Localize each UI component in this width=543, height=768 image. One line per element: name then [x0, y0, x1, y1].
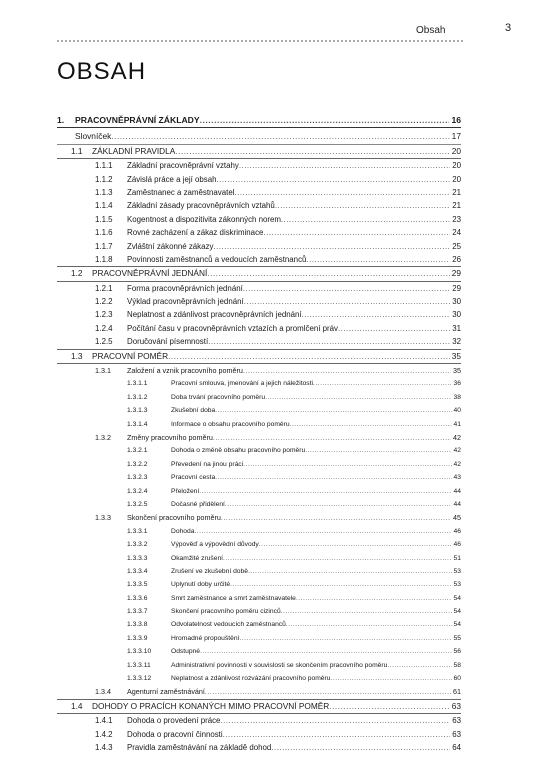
dot-leader: [207, 267, 450, 280]
dot-leader: [259, 538, 452, 551]
dot-leader: [243, 364, 451, 377]
toc-entry-number: 1.3.2.4: [127, 487, 148, 495]
toc-entry-number: 1.3.2: [95, 432, 111, 442]
dot-leader: [208, 335, 450, 348]
toc-entry-number: 1.1.6: [95, 228, 113, 238]
toc-entry-title: Dohoda: [171, 527, 195, 535]
toc-entry-page: 64: [452, 742, 461, 752]
toc-entry-title: Přeložení: [171, 487, 200, 495]
toc-entry: [57, 714, 461, 727]
toc-entry-number: 1.3.3.2: [127, 541, 148, 549]
toc-entry-page: 35: [453, 366, 461, 376]
dot-leader: [263, 226, 450, 239]
toc-entry-page: 44: [453, 500, 461, 508]
dot-leader: [244, 295, 451, 308]
toc-entry: [57, 199, 461, 212]
toc-entry-title: Pracovní cesta: [171, 474, 216, 482]
toc-entry-number: 1.3.3.6: [127, 594, 148, 602]
dot-leader: [338, 322, 450, 335]
toc-entry-number: 1.4.3: [95, 742, 113, 752]
toc-entry: [57, 266, 461, 281]
toc-entry-number: 1.3.1.3: [127, 407, 148, 415]
toc-entry-page: 36: [453, 380, 461, 388]
toc-entry-title: Závislá práce a její obsah: [127, 174, 217, 184]
toc-entry-title: Doba trvání pracovního poměru: [171, 393, 266, 401]
toc-entry-title: Pracovní smlouva, jmenování a jejich náležitosti: [171, 380, 313, 388]
toc-entry-title: Převedení na jinou práci: [171, 460, 244, 468]
toc-entry: [57, 565, 461, 578]
toc-entry-page: 60: [453, 675, 461, 683]
toc-entry-title: Pravidla zaměstnávání na základě dohod: [127, 742, 272, 752]
toc-entry-page: 55: [453, 634, 461, 642]
toc-entry: [57, 632, 461, 645]
toc-entry-title: Rovné zacházení a zákaz diskriminace: [127, 228, 264, 238]
toc-entry-page: 53: [453, 567, 461, 575]
toc-entry-title: Zkušební doba: [171, 407, 216, 415]
toc-entry: [57, 308, 461, 321]
dot-leader: [286, 618, 452, 631]
toc-entry-title: Skončení pracovního poměru: [127, 513, 221, 523]
toc-entry: [57, 605, 461, 618]
toc-entry-title: Doručování písemností: [127, 337, 209, 347]
toc-entry: [57, 377, 461, 390]
toc-entry-number: 1.3.3.3: [127, 554, 148, 562]
toc-entry-page: 20: [451, 145, 461, 156]
toc-entry-page: 21: [452, 201, 461, 211]
toc-entry-number: 1.3.3.5: [127, 581, 148, 589]
toc-entry-page: 30: [452, 310, 461, 320]
toc-entry-title: Agenturní zaměstnávání: [127, 687, 205, 697]
toc-entry-number: 1.1.3: [95, 187, 113, 197]
toc-entry-title: Základní zásady pracovněprávních vztahů: [127, 201, 275, 211]
toc-entry-title: Změny pracovního poměru: [127, 432, 213, 442]
toc-entry-title: Odstupné: [171, 648, 200, 656]
dot-leader: [213, 431, 451, 444]
dot-leader: [168, 350, 450, 363]
toc-entry: [57, 240, 461, 253]
toc-entry-title: Zrušení ve zkušební době: [171, 567, 248, 575]
toc-entry-page: 20: [452, 174, 461, 184]
toc-entry: [57, 213, 461, 226]
toc-entry-title: Dočasné přidělení: [171, 500, 225, 508]
toc-entry-page: 63: [451, 700, 461, 711]
dot-leader: [281, 213, 450, 226]
toc-entry-page: 63: [452, 716, 461, 726]
toc-entry: [57, 672, 461, 685]
toc-entry-page: 31: [452, 323, 461, 333]
dot-leader: [216, 173, 450, 186]
toc-entry-number: 1.4.2: [95, 729, 113, 739]
toc-entry-number: 1.1: [71, 145, 83, 156]
toc-entry-page: 42: [453, 460, 461, 468]
toc-entry: [57, 592, 461, 605]
toc-entry: [57, 404, 461, 417]
toc-entry-title: Výklad pracovněprávních jednání: [127, 297, 244, 307]
toc-entry-title: PRACOVNÍ POMĚR: [92, 350, 169, 361]
toc-entry-title: Výpověď a výpovědní důvody: [171, 541, 259, 549]
toc-entry-page: 44: [453, 487, 461, 495]
toc-entry-number: 1.3.1.2: [127, 393, 148, 401]
toc-entry-number: 1.2.3: [95, 310, 113, 320]
dot-leader: [290, 418, 452, 431]
toc-entry-page: 56: [453, 648, 461, 656]
toc-entry: [57, 485, 461, 498]
toc-entry-title: Dohoda o provedení práce: [127, 716, 221, 726]
toc-entry-number: 1.4: [71, 700, 83, 711]
toc-entry: [57, 322, 461, 335]
toc-entry-number: 1.1.5: [95, 214, 113, 224]
toc-entry-page: 40: [453, 407, 461, 415]
toc-entry-title: Základní pracovněprávní vztahy: [127, 161, 239, 171]
toc-entry-number: 1.3.1: [95, 366, 111, 376]
dot-leader: [330, 672, 451, 685]
toc-entry-title: Skončení pracovního poměru cizinců: [171, 608, 281, 616]
toc-entry-page: 17: [451, 131, 461, 142]
toc-entry-page: 63: [452, 729, 461, 739]
dot-leader: [302, 308, 451, 321]
toc-entry: [57, 282, 461, 295]
toc-entry-number: 1.3.3.7: [127, 608, 148, 616]
toc-entry-number: 1.3.2.5: [127, 500, 148, 508]
table-of-contents: [57, 114, 461, 754]
toc-entry-number: 1.3.2.1: [127, 447, 148, 455]
toc-entry-number: 1.1.4: [95, 201, 113, 211]
toc-entry-title: PRACOVNĚPRÁVNÍ JEDNÁNÍ: [92, 268, 208, 279]
toc-entry-page: 54: [453, 594, 461, 602]
toc-entry-title: Počítání času v pracovněprávních vztazích a promlčení práv: [127, 323, 338, 333]
toc-entry-title: Povinnosti zaměstnanců a vedoucích zaměstnanců: [127, 254, 307, 264]
dot-leader: [230, 578, 451, 591]
dot-leader: [313, 377, 452, 390]
dot-leader: [234, 186, 450, 199]
toc-entry-page: 35: [451, 350, 461, 361]
page-title: OBSAH: [57, 58, 147, 85]
toc-entry-number: 1.2.4: [95, 323, 113, 333]
toc-entry-number: 1.3.2.3: [127, 474, 148, 482]
dot-leader: [194, 525, 451, 538]
dot-leader: [215, 404, 451, 417]
toc-entry-page: 54: [453, 621, 461, 629]
toc-entry-number: 1.3.3.12: [127, 675, 152, 683]
dot-leader: [200, 645, 452, 658]
page-number: 3: [505, 22, 512, 34]
toc-entry-number: 1.3.1.4: [127, 420, 148, 428]
toc-entry: [57, 226, 461, 239]
toc-entry-number: 1.3.3.11: [127, 661, 151, 669]
toc-entry-page: 46: [453, 527, 461, 535]
toc-entry-number: 1.1.7: [95, 241, 113, 251]
toc-entry-number: 1.3.3.10: [127, 648, 152, 656]
dot-leader: [265, 391, 451, 404]
dot-leader: [223, 552, 452, 565]
toc-entry-title: ZÁKLADNÍ PRAVIDLA: [92, 145, 176, 156]
dot-leader: [243, 458, 451, 471]
toc-entry: [57, 645, 461, 658]
toc-entry-page: 61: [453, 687, 461, 697]
dot-leader: [213, 240, 450, 253]
dot-leader: [387, 659, 451, 672]
dot-leader: [221, 511, 451, 524]
toc-entry-number: 1.3.4: [95, 687, 111, 697]
dot-leader: [296, 592, 452, 605]
toc-entry-title: Dohoda o změně obsahu pracovního poměru: [171, 447, 306, 455]
toc-entry-page: 30: [452, 297, 461, 307]
toc-entry-title: Dohoda o pracovní činnosti: [127, 729, 223, 739]
toc-entry-title: Okamžité zrušení: [171, 554, 224, 562]
toc-entry: [57, 498, 461, 511]
toc-entry-page: 41: [453, 420, 461, 428]
toc-entry: [57, 391, 461, 404]
toc-entry: [57, 444, 461, 457]
dot-leader: [223, 728, 451, 741]
toc-entry: [57, 173, 461, 186]
toc-entry-page: 20: [452, 161, 461, 171]
dot-leader: [220, 714, 450, 727]
toc-entry: [57, 552, 461, 565]
dot-leader: [205, 685, 451, 698]
dot-leader: [199, 485, 451, 498]
toc-entry: [57, 525, 461, 538]
toc-entry-title: Slovníček: [75, 131, 112, 142]
toc-entry-title: Zvláštní zákonné zákazy: [127, 241, 214, 251]
toc-entry-page: 53: [453, 581, 461, 589]
toc-entry-page: 58: [453, 661, 461, 669]
dot-leader: [329, 700, 450, 713]
toc-entry-page: 24: [452, 228, 461, 238]
toc-entry-page: 46: [453, 541, 461, 549]
header-rule: [57, 40, 463, 42]
dot-leader: [175, 145, 449, 158]
toc-entry-number: 1.3.3: [95, 513, 111, 523]
toc-entry: [57, 145, 461, 159]
toc-entry-title: Smrt zaměstnance a smrt zaměstnavatele: [171, 594, 296, 602]
toc-entry-page: 42: [453, 447, 461, 455]
toc-entry-number: 1.2.1: [95, 283, 113, 293]
dot-leader: [200, 114, 450, 127]
toc-entry-page: 23: [452, 214, 461, 224]
toc-entry-number: 1.4.1: [95, 716, 113, 726]
toc-entry-title: Hromadné propouštění: [171, 634, 240, 642]
toc-entry-title: Forma pracovněprávních jednání: [127, 283, 243, 293]
toc-entry-title: Neplatnost a zdánlivost pracovněprávních jednání: [127, 310, 302, 320]
toc-entry-number: 1.3.3.9: [127, 634, 148, 642]
toc-entry: [57, 295, 461, 308]
toc-entry: [57, 578, 461, 591]
toc-entry-number: 1.3.1.1: [127, 380, 148, 388]
toc-entry-page: 26: [452, 254, 461, 264]
toc-entry-number: 1.1.2: [95, 174, 113, 184]
toc-entry-title: DOHODY O PRACÍCH KONANÝCH MIMO PRACOVNÍ POMĚR: [92, 700, 330, 711]
toc-entry: [57, 458, 461, 471]
toc-entry-title: Informace o obsahu pracovního poměru: [171, 420, 290, 428]
toc-entry-page: 43: [453, 474, 461, 482]
toc-entry-page: 29: [452, 283, 461, 293]
toc-entry-number: 1.3: [71, 350, 83, 361]
dot-leader: [271, 741, 450, 754]
dot-leader: [111, 130, 449, 143]
toc-entry-page: 54: [453, 608, 461, 616]
toc-entry-page: 42: [453, 432, 461, 442]
toc-entry: [57, 685, 461, 698]
dot-leader: [243, 282, 450, 295]
running-header-label: Obsah: [416, 25, 446, 36]
dot-leader: [306, 253, 450, 266]
dot-leader: [239, 159, 450, 172]
toc-entry: [57, 159, 461, 172]
toc-entry-page: 16: [451, 115, 461, 125]
toc-entry-page: 29: [451, 268, 461, 279]
toc-entry-page: 51: [453, 554, 461, 562]
dot-leader: [305, 444, 451, 457]
toc-entry: [57, 511, 461, 524]
toc-entry-page: 38: [453, 393, 461, 401]
toc-entry: [57, 186, 461, 199]
toc-entry: [57, 431, 461, 444]
dot-leader: [225, 498, 452, 511]
toc-entry-page: 25: [452, 241, 461, 251]
toc-entry: [57, 349, 461, 364]
toc-entry-number: 1.3.3.4: [127, 567, 148, 575]
toc-entry-title: Kogentnost a dispozitivita zákonných norem: [127, 214, 281, 224]
toc-entry: [57, 618, 461, 631]
toc-entry: [57, 471, 461, 484]
toc-entry-number: 1.3.3.8: [127, 621, 148, 629]
toc-entry-title: Zaměstnanec a zaměstnavatel: [127, 187, 235, 197]
toc-entry: [57, 114, 461, 128]
toc-entry-number: 1.2: [71, 268, 83, 279]
toc-entry: [57, 699, 461, 714]
toc-entry-title: Uplynutí doby určité: [171, 581, 231, 589]
toc-entry-page: 32: [452, 337, 461, 347]
toc-entry-page: 21: [452, 187, 461, 197]
toc-entry: [57, 418, 461, 431]
dot-leader: [275, 199, 450, 212]
dot-leader: [215, 471, 451, 484]
toc-entry: [57, 130, 461, 144]
toc-entry-title: Odvolatelnost vedoucích zaměstnanců: [171, 621, 286, 629]
toc-entry-number: 1.2.2: [95, 297, 113, 307]
toc-entry: [57, 253, 461, 266]
toc-entry: [57, 728, 461, 741]
toc-entry-number: 1.1.8: [95, 254, 113, 264]
toc-entry: [57, 538, 461, 551]
toc-entry-title: Neplatnost a zdánlivost rozvázání pracovního poměru: [171, 675, 331, 683]
toc-entry-number: 1.2.5: [95, 337, 113, 347]
toc-entry-page: 45: [453, 513, 461, 523]
toc-entry: [57, 364, 461, 377]
toc-entry-title: Administrativní povinnosti v souvislosti se skončením pracovního poměru: [171, 661, 388, 669]
toc-entry-title: PRACOVNĚPRÁVNÍ ZÁKLADY: [75, 115, 200, 125]
dot-leader: [248, 565, 452, 578]
toc-entry-number: 1.: [57, 115, 65, 125]
toc-entry: [57, 741, 461, 754]
dot-leader: [239, 632, 451, 645]
toc-entry: [57, 659, 461, 672]
toc-entry-number: 1.3.2.2: [127, 460, 148, 468]
toc-entry: [57, 335, 461, 348]
toc-entry-number: 1.3.3.1: [127, 527, 148, 535]
dot-leader: [281, 605, 452, 618]
toc-entry-number: 1.1.1: [95, 161, 113, 171]
toc-entry-title: Založení a vznik pracovního poměru: [127, 366, 243, 376]
